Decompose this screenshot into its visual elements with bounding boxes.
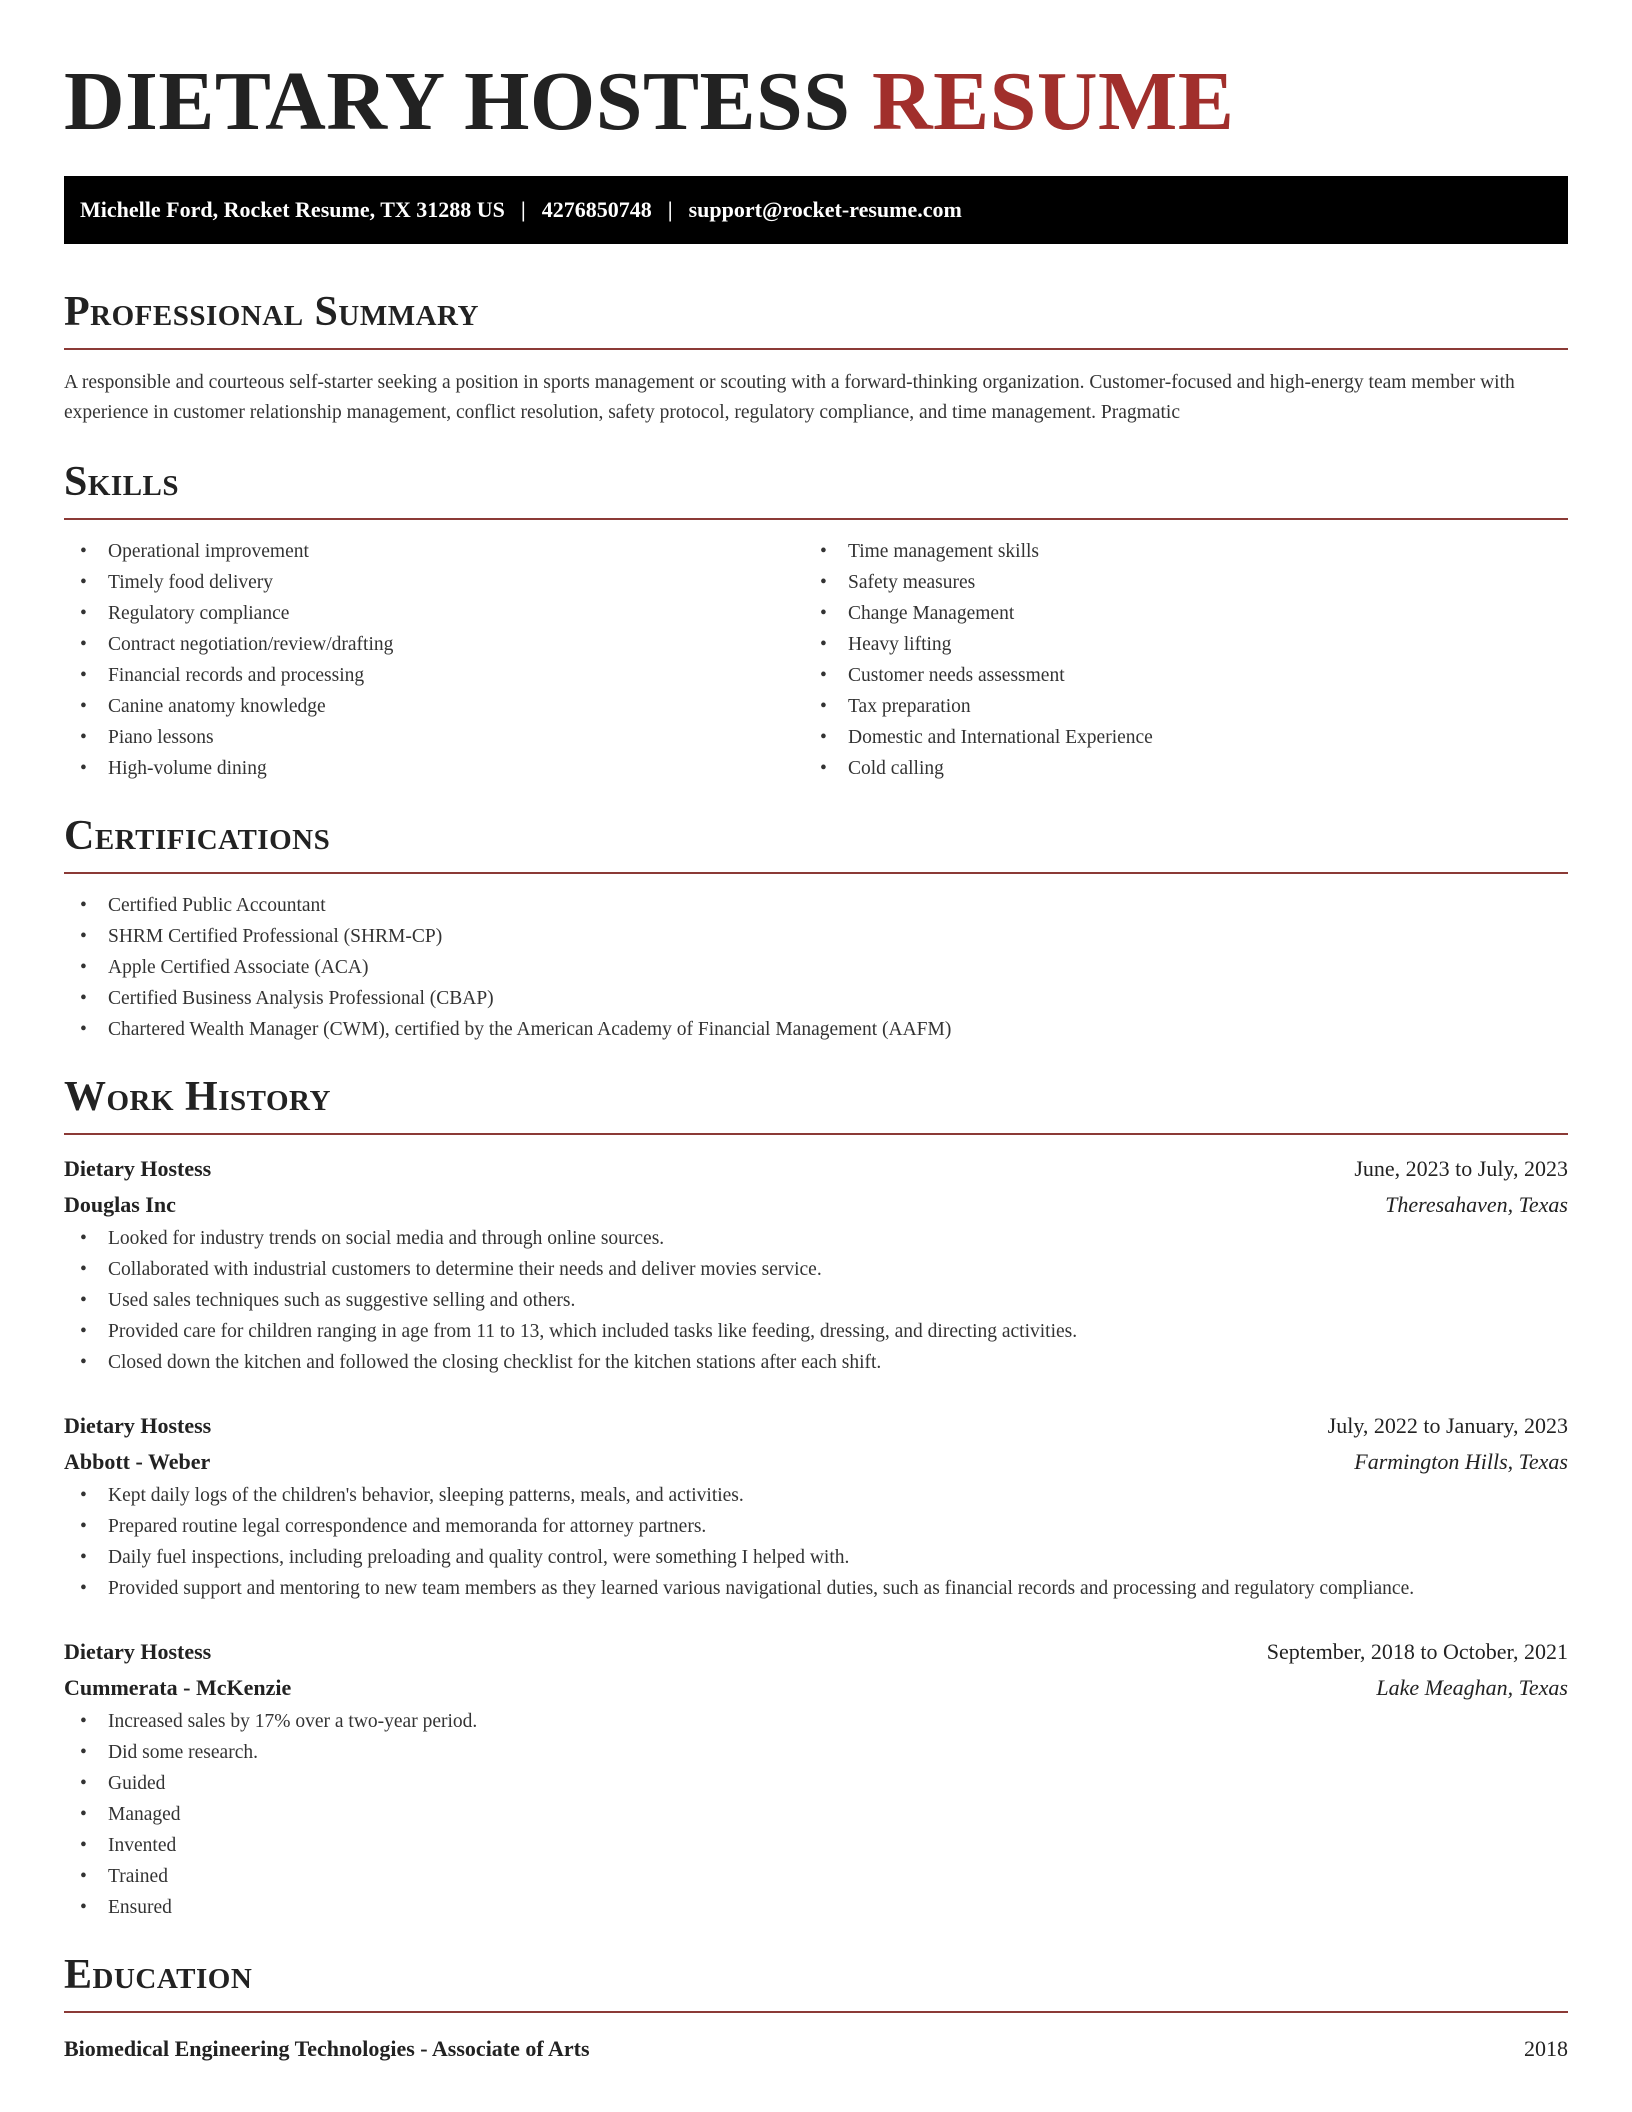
job-location: Theresahaven, Texas (1385, 1192, 1568, 1217)
job-entry (64, 1408, 1568, 1604)
job-bullet: • Used sales techniques such as suggestive selling and others. (64, 1285, 1568, 1316)
summary-heading: Professional Summary (64, 289, 479, 335)
job-bullet: • Provided support and mentoring to new team members as they learned various navigational duties, such as financial records and processing and regulatory compliance. (64, 1573, 1568, 1604)
section-divider (64, 2011, 1568, 2013)
job-dates: June, 2023 to July, 2023 (1354, 1156, 1568, 1181)
certification-item: • Apple Certified Associate (ACA) (64, 952, 1568, 983)
skills-grid (64, 536, 1568, 784)
education-degree: Biomedical Engineering Technologies - Associate of Arts (64, 2036, 590, 2061)
job-location: Farmington Hills, Texas (1354, 1449, 1568, 1474)
job-company: Abbott - Weber (64, 1449, 211, 1474)
section-divider (64, 348, 1568, 350)
skill-item: • Safety measures (804, 567, 1544, 598)
skill-item: • High-volume dining (64, 753, 804, 784)
skill-item: • Financial records and processing (64, 660, 804, 691)
work-heading: Work History (64, 1074, 331, 1120)
contact-bar (64, 176, 1568, 244)
section-divider (64, 1133, 1568, 1135)
job-title: Dietary Hostess (64, 1156, 212, 1181)
job-bullet: • Ensured (64, 1892, 1568, 1923)
skills-list-right (804, 536, 1544, 784)
education-heading: Education (64, 1952, 253, 1998)
skills-list-left (64, 536, 804, 784)
job-entry (64, 1634, 1568, 1923)
job-dates: July, 2022 to January, 2023 (1327, 1413, 1568, 1438)
certification-item: • Certified Public Accountant (64, 890, 1568, 921)
contact-separator: | (667, 197, 673, 222)
job-dates: September, 2018 to October, 2021 (1266, 1639, 1568, 1664)
contact-separator: | (520, 197, 526, 222)
job-header-row (64, 1151, 1568, 1187)
job-bullet: • Prepared routine legal correspondence and memoranda for attorney partners. (64, 1511, 1568, 1542)
certification-item: • Chartered Wealth Manager (CWM), certified by the American Academy of Financial Management (AAFM) (64, 1014, 1568, 1045)
job-bullet: • Guided (64, 1768, 1568, 1799)
skill-item: • Change Management (804, 598, 1544, 629)
job-subheader-row (64, 1444, 1568, 1480)
skill-item: • Time management skills (804, 536, 1544, 567)
job-bullet: • Trained (64, 1861, 1568, 1892)
job-company: Douglas Inc (64, 1192, 176, 1217)
job-bullet-list (64, 1706, 1568, 1923)
skills-section (64, 456, 1568, 784)
job-header-row (64, 1634, 1568, 1670)
skill-item: • Tax preparation (804, 691, 1544, 722)
job-bullet: • Did some research. (64, 1737, 1568, 1768)
certification-item: • Certified Business Analysis Professional (CBAP) (64, 983, 1568, 1014)
certifications-list (64, 890, 1568, 1045)
job-bullet: • Closed down the kitchen and followed the closing checklist for the kitchen stations after each shift. (64, 1347, 1568, 1378)
summary-text: A responsible and courteous self-starter seeking a position in sports management or scouting with a forward-thinking organization. Customer-focused and high-energy team member with experience in customer relationship management, conflict resolution, safety protocol, regulatory compliance, and time management. Pragmatic (64, 372, 1515, 423)
certifications-section (64, 810, 1568, 1045)
job-header-row (64, 1408, 1568, 1444)
job-title: Dietary Hostess (64, 1639, 212, 1664)
job-bullet: • Kept daily logs of the children's behavior, sleeping patterns, meals, and activities. (64, 1480, 1568, 1511)
section-divider (64, 518, 1568, 520)
education-section (64, 1949, 1568, 2067)
skill-item: • Regulatory compliance (64, 598, 804, 629)
skill-item: • Canine anatomy knowledge (64, 691, 804, 722)
job-bullet: • Provided care for children ranging in age from 11 to 13, which included tasks like feeding, dressing, and directing activities. (64, 1316, 1568, 1347)
section-divider (64, 872, 1568, 874)
skills-heading: Skills (64, 459, 180, 505)
skill-item: • Operational improvement (64, 536, 804, 567)
contact-email: support@rocket-resume.com (688, 197, 962, 222)
skill-item: • Piano lessons (64, 722, 804, 753)
job-list (64, 1151, 1568, 1923)
skill-item: • Contract negotiation/review/drafting (64, 629, 804, 660)
certifications-heading: Certifications (64, 813, 331, 859)
summary-section (64, 286, 1568, 428)
job-bullet: • Invented (64, 1830, 1568, 1861)
certification-item: • SHRM Certified Professional (SHRM-CP) (64, 921, 1568, 952)
skill-item: • Timely food delivery (64, 567, 804, 598)
skill-item: • Domestic and International Experience (804, 722, 1544, 753)
job-subheader-row (64, 1670, 1568, 1706)
contact-phone: 4276850748 (541, 197, 652, 222)
job-bullet: • Collaborated with industrial customers to determine their needs and deliver movies service. (64, 1254, 1568, 1285)
job-company: Cummerata - McKenzie (64, 1675, 292, 1700)
job-entry (64, 1151, 1568, 1378)
job-bullet: • Managed (64, 1799, 1568, 1830)
job-bullet: • Increased sales by 17% over a two-year period. (64, 1706, 1568, 1737)
job-bullet: • Daily fuel inspections, including preloading and quality control, were something I helped with. (64, 1542, 1568, 1573)
job-subheader-row (64, 1187, 1568, 1223)
job-location: Lake Meaghan, Texas (1376, 1675, 1568, 1700)
resume-title (64, 0, 1568, 152)
resume-title-accent: RESUME (871, 55, 1235, 148)
skill-item: • Cold calling (804, 753, 1544, 784)
job-title: Dietary Hostess (64, 1413, 212, 1438)
work-section (64, 1071, 1568, 1923)
skill-item: • Customer needs assessment (804, 660, 1544, 691)
education-entry (64, 2031, 1568, 2067)
job-bullet: • Looked for industry trends on social media and through online sources. (64, 1223, 1568, 1254)
job-bullet-list (64, 1223, 1568, 1378)
resume-title-main: DIETARY HOSTESS (64, 55, 851, 148)
skill-item: • Heavy lifting (804, 629, 1544, 660)
education-year: 2018 (1524, 2036, 1568, 2061)
job-bullet-list (64, 1480, 1568, 1604)
contact-address: Michelle Ford, Rocket Resume, TX 31288 US (80, 197, 505, 222)
